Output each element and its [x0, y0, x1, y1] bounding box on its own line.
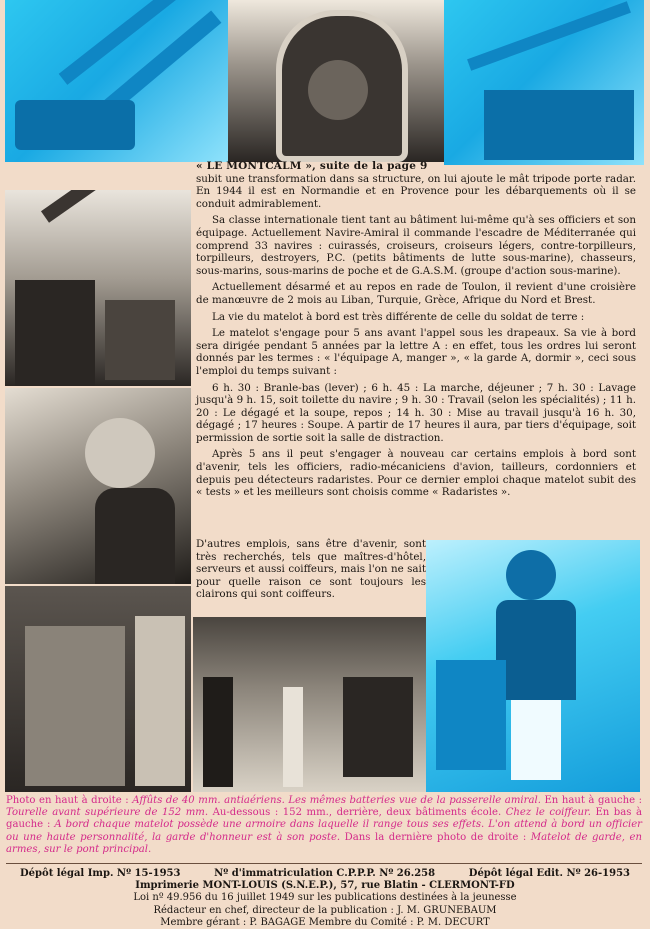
photo-admiral-bridge-top-center — [228, 0, 444, 162]
caption-text: Chez le coiffeur. — [505, 807, 591, 819]
loi-line: Loi nº 49.956 du 16 juillet 1949 sur les publications destinées à la jeunesse — [133, 892, 517, 904]
article-continuation: D'autres emplois, sans être d'avenir, sont très recherchés, tels que maîtres-d'hôtel, serveurs et aussi coiffeurs, mais l'on ne sait pour quelle raison ce sont toujours les clairons qui sont coiffeurs. — [196, 538, 426, 601]
article-paragraph: Sa classe internationale tient tant au bâtiment lui-même qu'à ses officiers et son équipage. Actuellement Navire-Amiral il commande l'escadre de Méditerranée qui comprend 33 navires : cuirassés, croiseurs, croiseurs légers, contre-torpilleurs, torpilleurs, destroyers, P.C. (petits bâtiments de lutte sous-marine), chasseurs, sous-marins, sous-marins de poche et de G.A.S.M. (groupe d'action sous-marine). — [196, 214, 636, 277]
photo-lockers-bottom-left — [5, 586, 191, 792]
footer-divider — [6, 863, 642, 864]
caption-text: Affûts de 40 mm. antiaériens. Les mêmes batteries vue de la passerelle amiral. — [132, 795, 541, 806]
photo-captions — [6, 795, 642, 856]
caption-label: Au-dessous : 152 mm., derrière, deux bâtiments école. — [212, 807, 502, 819]
legal-footer — [20, 868, 630, 929]
depot-legal-edit: Dépôt légal Edit. Nº 26-1953 — [468, 868, 630, 879]
membre-line: Membre gérant : P. BAGAGE Membre du Comité : P. M. DECURT — [160, 916, 490, 928]
article-heading: « LE MONTCALM », suite de la page 9 — [196, 160, 428, 172]
redacteur-line: Rédacteur en chef, directeur de la publication : J. M. GRUNEBAUM — [153, 904, 497, 916]
immatriculation: Nº d'immatriculation C.P.P.P. Nº 26.258 — [214, 868, 436, 879]
caption-label: Dans la dernière photo de droite : — [344, 831, 527, 843]
caption-text: Tourelle avant supérieure de 152 mm. — [6, 807, 209, 819]
article-paragraph: Le matelot s'engage pour 5 ans avant l'appel sous les drapeaux. Sa vie à bord sera dirigée pendant 5 années par la lettre A : en effet, tous les ordres lui seront donnés par les termes : « l'équipage A, manger », « la garde A, dormir », ceci sous l'emploi du temps suivant : — [196, 327, 636, 377]
article-paragraph: Après 5 ans il peut s'engager à nouveau car certains emplois à bord sont d'avenir, tels les officiers, radio-mécaniciens d'avion, tailleurs, cordonniers et depuis peu détecteurs radaristes. Pour ce dernier emploi chaque matelot subit des « tests » et les meilleurs sont choisis comme « Radaristes ». — [196, 448, 636, 499]
caption-text: Matelot de garde, en armes, sur le pont principal. — [6, 831, 642, 855]
photo-turret-152mm-left — [5, 190, 191, 386]
depot-legal-imp: Dépôt légal Imp. Nº 15-1953 — [20, 868, 181, 879]
photo-honor-guard-bottom-center — [193, 617, 426, 792]
caption-label: En bas à gauche : — [6, 807, 642, 831]
caption-text: A bord chaque matelot possède une armoire dans laquelle il range tous ses effets. L'on attend à bord un officier ou une haute personnalité, la garde d'honneur est à son poste. — [6, 819, 642, 843]
article-paragraph: La vie du matelot à bord est très différente de celle du soldat de terre : — [212, 310, 585, 323]
photo-barber-left — [5, 388, 191, 584]
article-body — [196, 160, 636, 503]
photo-batteries-top-right — [444, 0, 644, 165]
imprimerie-line: Imprimerie MONT-LOUIS (S.N.E.P.), 57, rue Blatin - CLERMONT-FD — [135, 880, 515, 892]
caption-label: En haut à gauche : — [544, 795, 642, 806]
photo-sailor-on-guard-right — [426, 540, 640, 792]
photo-antiaircraft-guns-top-left — [5, 0, 228, 162]
article-paragraph: 6 h. 30 : Branle-bas (lever) ; 6 h. 45 : La marche, déjeuner ; 7 h. 30 : Lavage jusqu'à 9 h. 15, soit toilette du navire ; 9 h. 30 : Travail (selon les spécialités) ; 11 h. 20 : Le dégagé et la soupe, repos ; 14 h. 30 : Mise au travail jusqu'à 16 h. 30, dégagé ; 17 heures : Soupe. A partir de 17 heures il aura, par tiers d'équipage, soit permission de sortie soit la salle de distraction. — [196, 381, 636, 444]
article-paragraph: Actuellement désarmé et au repos en rade de Toulon, il revient d'une croisière de manœuvre de 2 mois au Liban, Turquie, Grèce, Afrique du Nord et Brest. — [196, 281, 636, 306]
caption-label: Photo en haut à droite : — [6, 795, 129, 806]
article-paragraph: subit une transformation dans sa structure, on lui ajoute le mât tripode porte radar. En 1944 il est en Normandie et en Provence pour les débarquements où il se conduit admirablement. — [196, 172, 636, 210]
